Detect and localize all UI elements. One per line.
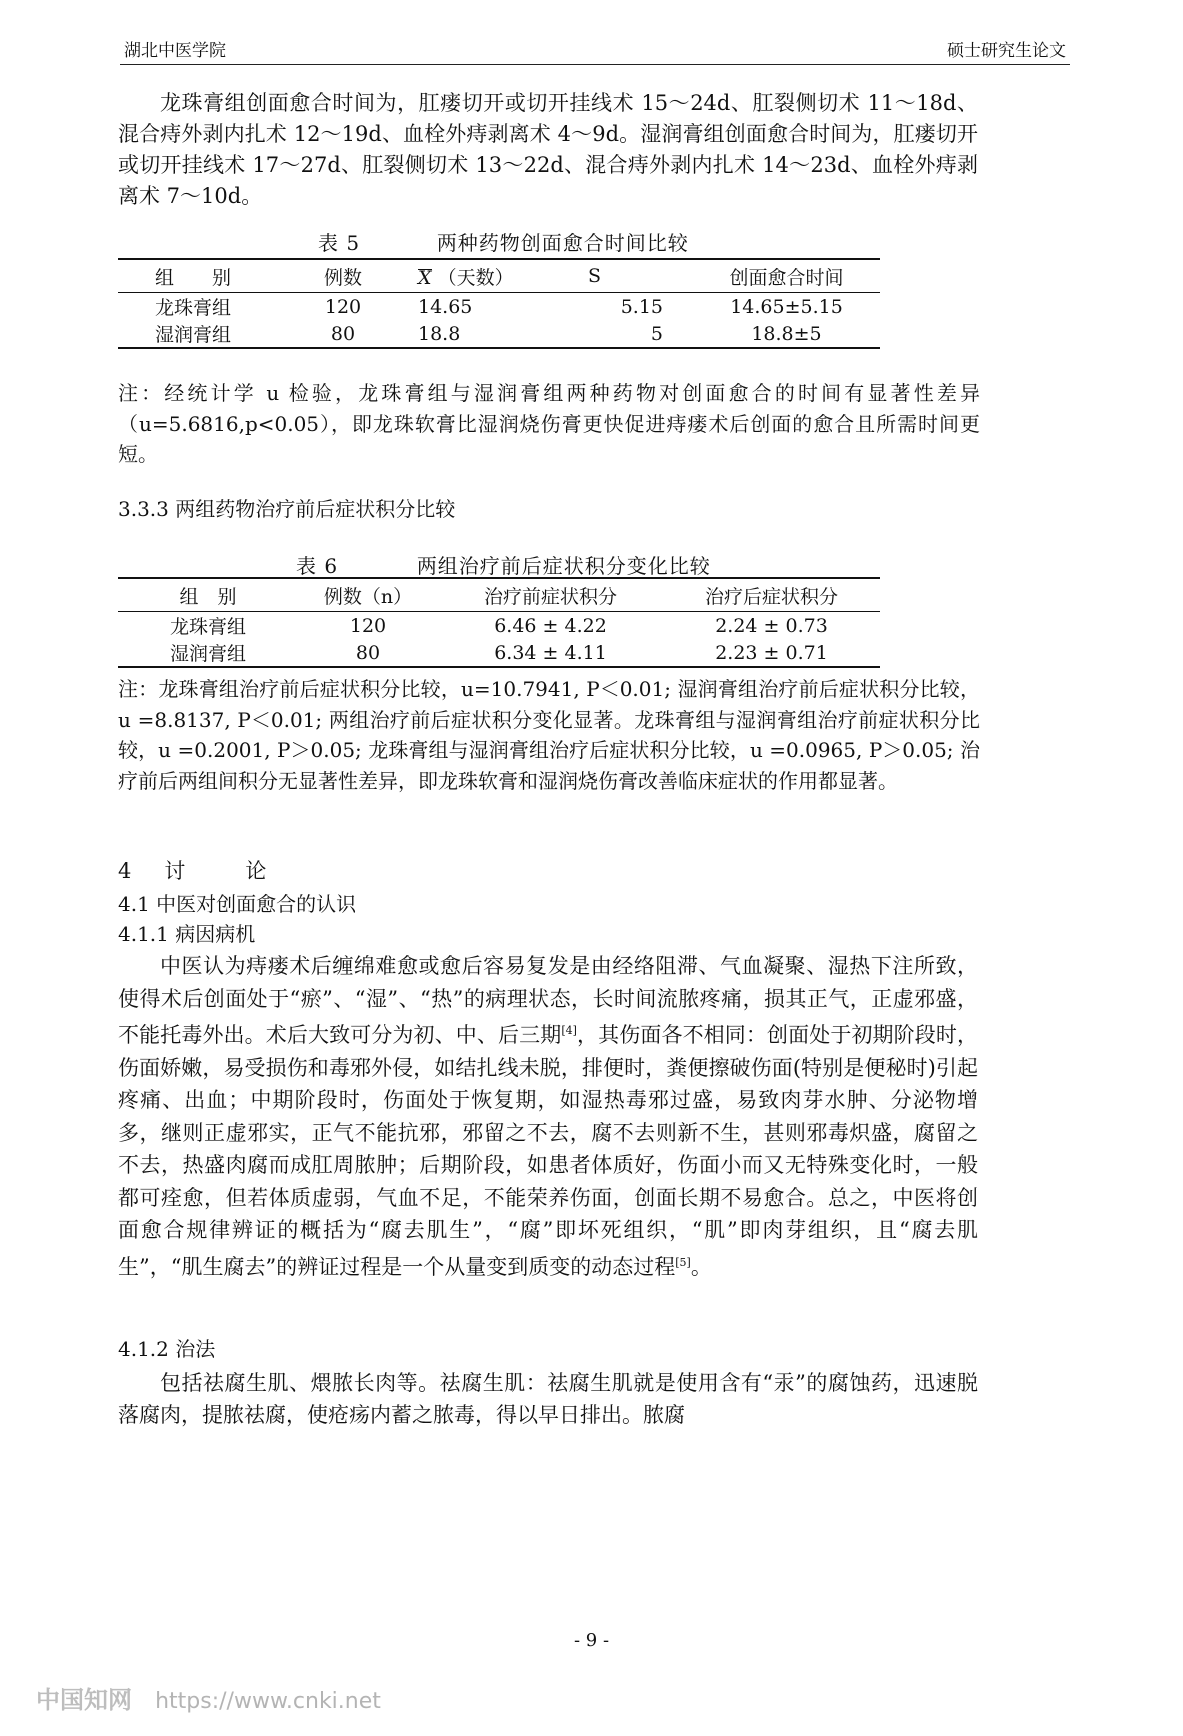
table-cell: 5 bbox=[650, 322, 663, 345]
table6-title: 两组治疗前后症状积分变化比较 bbox=[416, 554, 711, 578]
table-cell: 18.8 bbox=[418, 322, 461, 345]
table-cell: 120 bbox=[349, 614, 387, 637]
table5-header-mean bbox=[418, 259, 588, 293]
table5-header-group: 组 别 bbox=[154, 266, 231, 289]
table6-header-after: 治疗后症状积分 bbox=[704, 585, 838, 608]
table5-note: 注：经统计学 u 检验，龙珠膏组与湿润膏组两种药物对创面愈合的时间有显著性差异（u=5.6816,p<0.05），即龙珠软膏比湿润烧伤膏更快促进痔瘘术后创面的愈合且所需时间更短。 bbox=[118, 381, 980, 466]
mean-unit: （天数） bbox=[437, 266, 514, 289]
table-cell: 2.24 ± 0.73 bbox=[715, 614, 828, 637]
table6-header-before: 治疗前症状积分 bbox=[483, 585, 617, 608]
table6-label: 表 6 bbox=[296, 554, 339, 578]
table5-header-row bbox=[118, 259, 880, 293]
section-4-1-1-heading: 4.1.1 病因病机 bbox=[118, 922, 256, 946]
mean-symbol: X bbox=[418, 266, 432, 289]
table5-header-count: 例数 bbox=[323, 266, 362, 289]
header-document-type: 硕士研究生论文 bbox=[947, 41, 1066, 61]
table-cell: 80 bbox=[355, 641, 381, 664]
table-cell: 5.15 bbox=[620, 295, 663, 318]
table5-header-sd: S bbox=[588, 265, 602, 287]
table-cell: 18.8±5 bbox=[751, 322, 822, 345]
table5-caption bbox=[318, 227, 689, 256]
section-4-1-2-heading: 4.1.2 治法 bbox=[118, 1337, 216, 1361]
page-number: - 9 - bbox=[573, 1630, 610, 1651]
table5 bbox=[118, 258, 880, 349]
header-institution: 湖北中医学院 bbox=[124, 41, 226, 61]
citation-4: [4] bbox=[561, 1024, 577, 1037]
table5-title: 两种药物创面愈合时间比较 bbox=[436, 231, 689, 255]
section-4-heading: 4 讨 论 bbox=[118, 859, 273, 883]
etiology-text-part3: 。 bbox=[690, 1254, 712, 1279]
page-header bbox=[120, 32, 1070, 65]
table-cell: 120 bbox=[324, 295, 362, 318]
table-cell: 14.65±5.15 bbox=[730, 295, 843, 318]
table-row bbox=[118, 612, 880, 640]
etiology-text-part2: ，其伤面各不相同：创面处于初期阶段时，伤面娇嫩，易受损伤和毒邪外侵，如结扎线未脱，排便时，粪便擦破伤面(特别是便秘时)引起疼痛、出血；中期阶段时，伤面处于恢复期，如湿热毒邪过盛，易致肉芽水肿、分泌物增多，继则正虚邪实，正气不能抗邪，邪留之不去，腐不去则新不生，甚则邪毒炽盛，腐留之不去，热盛肉腐而成肛周脓肿；后期阶段，如患者体质好，伤面小而又无特殊变化时，一般都可痊愈，但若体质虚弱，气血不足，不能荣养伤面，创面长期不易愈合。总之，中医将创面愈合规律辨证的概括为“腐去肌生”，“腐”即坏死组织，“肌”即肉芽组织，且“腐去肌生”，“肌生腐去”的辨证过程是一个从量变到质变的动态过程 bbox=[118, 1023, 978, 1279]
section-4-1-heading: 4.1 中医对创面愈合的认识 bbox=[118, 892, 357, 916]
table-cell: 6.34 ± 4.11 bbox=[494, 641, 607, 664]
table-cell: 湿润膏组 bbox=[154, 324, 231, 346]
treatment-paragraph: 包括祛腐生肌、煨脓长肉等。祛腐生肌：祛腐生肌就是使用含有“汞”的腐蚀药，迅速脱落腐肉，提脓祛腐，使疮疡内蓄之脓毒，得以早日排出。脓腐 bbox=[118, 1371, 978, 1427]
table-row bbox=[118, 639, 880, 667]
table-cell: 湿润膏组 bbox=[169, 643, 246, 665]
table-cell: 龙珠膏组 bbox=[154, 297, 231, 319]
table6-note: 注：龙珠膏组治疗前后症状积分比较，u=10.7941, P＜0.01; 湿润膏组治疗前后症状积分比较，u =8.8137, P＜0.01; 两组治疗前后症状积分变化显著。龙珠膏组与湿润膏组治疗前症状积分比较，u =0.2001, P＞0.05; 龙珠膏组与湿润膏组治疗后症状积分比较，u =0.0965, P＞0.05; 治疗前后两组间积分无显著性差异，即龙珠软膏和湿润烧伤膏改善临床症状的作用都显著。 bbox=[118, 677, 980, 793]
cnki-url: https://www.cnki.net bbox=[155, 1689, 381, 1714]
table-cell: 80 bbox=[330, 322, 356, 345]
cnki-watermark bbox=[36, 1680, 381, 1715]
table-cell: 14.65 bbox=[418, 295, 473, 318]
table-cell: 6.46 ± 4.22 bbox=[494, 614, 607, 637]
table5-label: 表 5 bbox=[318, 231, 361, 255]
cnki-logo: 中国知网 bbox=[36, 1686, 132, 1714]
table5-header-time: 创面愈合时间 bbox=[729, 266, 844, 289]
table-row bbox=[118, 320, 880, 348]
table-cell: 龙珠膏组 bbox=[169, 616, 246, 638]
table6-caption bbox=[296, 550, 711, 579]
etiology-text-part1: 中医认为痔瘘术后缠绵难愈或愈后容易复发是由经络阻滞、气血凝聚、湿热下注所致，使得术后创面处于“瘀”、“湿”、“热”的病理状态，长时间流脓疼痛，损其正气，正虚邪盛，不能托毒外出。术后大致可分为初、中、后三期 bbox=[118, 954, 978, 1047]
table6-header-group: 组 别 bbox=[179, 585, 237, 608]
healing-time-paragraph: 龙珠膏组创面愈合时间为，肛瘘切开或切开挂线术 15～24d、肛裂侧切术 11～18d、混合痔外剥内扎术 12～19d、血栓外痔剥离术 4～9d。湿润膏组创面愈合时间为，肛瘘切开或切开挂线术 17～27d、肛裂侧切术 13～22d、混合痔外剥内扎术 14～23d、血栓外痔剥离术 7～10d。 bbox=[118, 91, 978, 208]
citation-5: [5] bbox=[675, 1255, 691, 1269]
table6-header-row bbox=[118, 578, 880, 612]
table6-header-count: 例数（n） bbox=[323, 585, 413, 608]
table6 bbox=[118, 577, 880, 668]
section-3-3-3-heading: 3.3.3 两组药物治疗前后症状积分比较 bbox=[118, 497, 456, 521]
table-cell: 2.23 ± 0.71 bbox=[715, 641, 828, 664]
etiology-paragraph bbox=[118, 950, 978, 1283]
table-row bbox=[118, 293, 880, 321]
